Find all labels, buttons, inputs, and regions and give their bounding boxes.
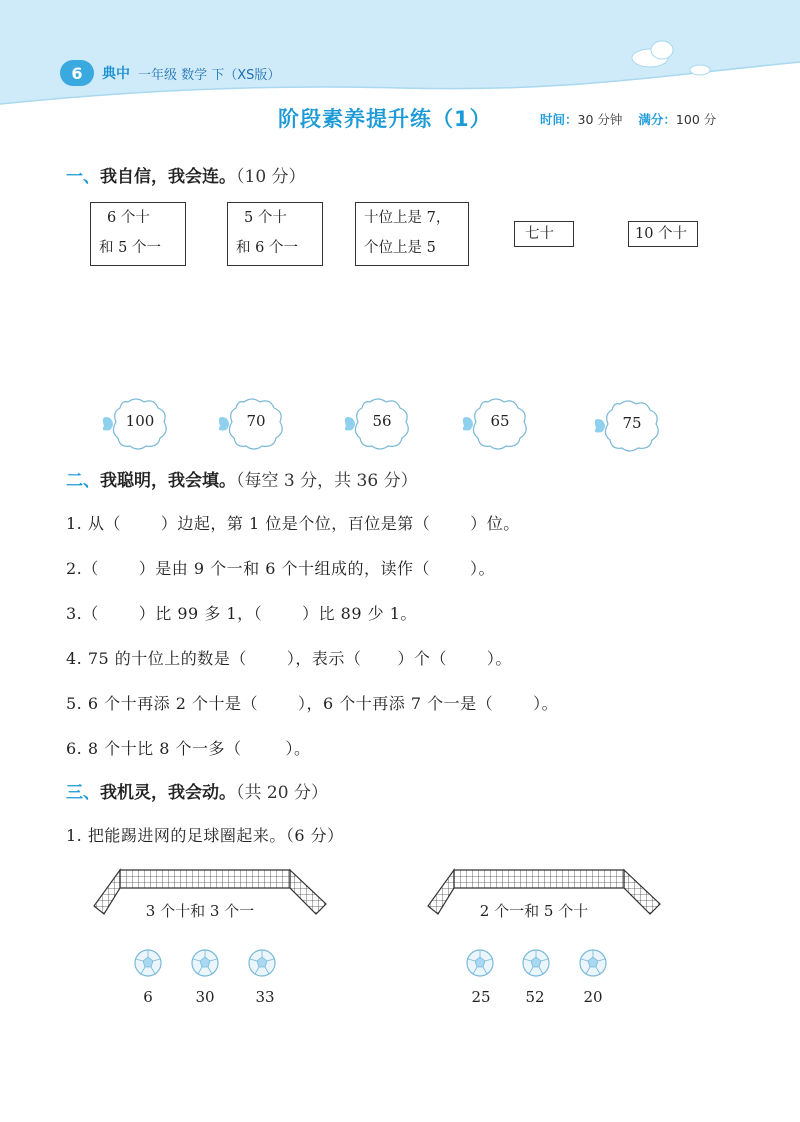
ball-number: 6 (143, 988, 153, 1006)
section-points: （每空 3 分，共 36 分） (236, 471, 418, 491)
box-line: 5 个十 (244, 210, 287, 226)
section-points: （共 20 分） (236, 783, 328, 803)
soccer-ball-icon[interactable] (190, 948, 220, 978)
box-line: 七十 (525, 226, 554, 242)
soccer-ball-icon[interactable] (247, 948, 277, 978)
q-text: 5. 6 个十再添 2 个十是（ (66, 694, 258, 713)
q-text: ）。 (470, 559, 496, 578)
flower-number[interactable] (98, 396, 178, 450)
flower-value: 100 (125, 412, 155, 430)
box-line: 和 6 个一 (236, 240, 298, 256)
ball-number: 25 (471, 988, 491, 1006)
match-box[interactable] (90, 202, 186, 266)
match-box[interactable] (628, 221, 698, 247)
question-4 (66, 646, 512, 669)
section-2-heading (66, 466, 418, 491)
score-value: 100 分 (675, 112, 717, 127)
q-text: ）。 (486, 649, 512, 668)
brand-logo: 典中 (102, 66, 130, 82)
page-number: 6 (60, 60, 94, 86)
q-text: ）。 (533, 694, 559, 713)
q-text: 3.（ (66, 604, 99, 623)
section-1-heading (66, 162, 306, 187)
flower-value: 75 (622, 414, 642, 432)
q-text: ）个（ (397, 649, 447, 668)
section-title: 我机灵，我会动。 (100, 783, 236, 803)
soccer-goal (90, 864, 330, 924)
flower-value: 65 (490, 412, 510, 430)
flower-value: 70 (246, 412, 266, 430)
score-label: 满分： (638, 112, 676, 127)
ball-number: 52 (525, 988, 545, 1006)
q-text: 4. 75 的十位上的数是（ (66, 649, 247, 668)
goal-label: 2 个一和 5 个十 (479, 902, 589, 920)
section-title: 我聪明，我会填。 (100, 471, 236, 491)
page-title: 阶段素养提升练（1） (278, 107, 492, 131)
q-text: ）边起，第 1 位是个位，百位是第（ (160, 514, 431, 533)
exam-meta (540, 110, 716, 128)
q-text: ）位。 (470, 514, 520, 533)
time-label: 时间： (540, 112, 578, 127)
goal-label: 3 个十和 3 个一 (145, 902, 255, 920)
header (60, 60, 280, 86)
soccer-ball-icon[interactable] (578, 948, 608, 978)
q-text: 2.（ (66, 559, 99, 578)
book-title: 一年级 数学 下（XS版） (138, 67, 281, 83)
soccer-ball-icon[interactable] (133, 948, 163, 978)
section-number: 一、 (66, 167, 100, 187)
q-text: 1. 从（ (66, 514, 121, 533)
question-5 (66, 691, 558, 714)
ball-number: 20 (583, 988, 603, 1006)
q-text: ）是由 9 个一和 6 个十组成的，读作（ (138, 559, 430, 578)
question-3 (66, 601, 417, 624)
section-3-question-1: 1. 把能踢进网的足球圈起来。（6 分） (66, 826, 344, 845)
box-line: 个位上是 5 (364, 240, 436, 256)
soccer-goal (424, 864, 664, 924)
q-text: 6. 8 个十比 8 个一多（ (66, 739, 242, 758)
box-line: 6 个十 (107, 210, 150, 226)
flower-number[interactable] (458, 396, 538, 450)
flower-number[interactable] (590, 398, 670, 452)
box-line: 十位上是 7， (364, 210, 451, 226)
match-box[interactable] (514, 221, 574, 247)
ball-number: 30 (195, 988, 215, 1006)
section-3-heading (66, 778, 328, 803)
q-text: ）。 (285, 739, 311, 758)
section-number: 二、 (66, 471, 100, 491)
section-points: （10 分） (236, 167, 306, 187)
q-text: ）比 99 多 1，（ (138, 604, 263, 623)
flower-number[interactable] (214, 396, 294, 450)
question-2 (66, 556, 495, 579)
soccer-ball-icon[interactable] (465, 948, 495, 978)
box-line: 10 个十 (635, 226, 688, 242)
section-title: 我自信，我会连。 (100, 167, 236, 187)
flower-value: 56 (372, 412, 392, 430)
ball-number: 33 (255, 988, 275, 1006)
q-text: ）比 89 少 1。 (302, 604, 417, 623)
q-text: ），表示（ (286, 649, 362, 668)
header-banner (0, 0, 800, 110)
q-text: ），6 个十再添 7 个一是（ (297, 694, 494, 713)
match-box[interactable] (355, 202, 469, 266)
time-value: 30 分钟 (577, 112, 623, 127)
section-number: 三、 (66, 783, 100, 803)
soccer-ball-icon[interactable] (521, 948, 551, 978)
box-line: 和 5 个一 (99, 240, 161, 256)
flower-number[interactable] (340, 396, 420, 450)
question-1 (66, 511, 520, 534)
match-box[interactable] (227, 202, 323, 266)
question-6 (66, 736, 311, 759)
